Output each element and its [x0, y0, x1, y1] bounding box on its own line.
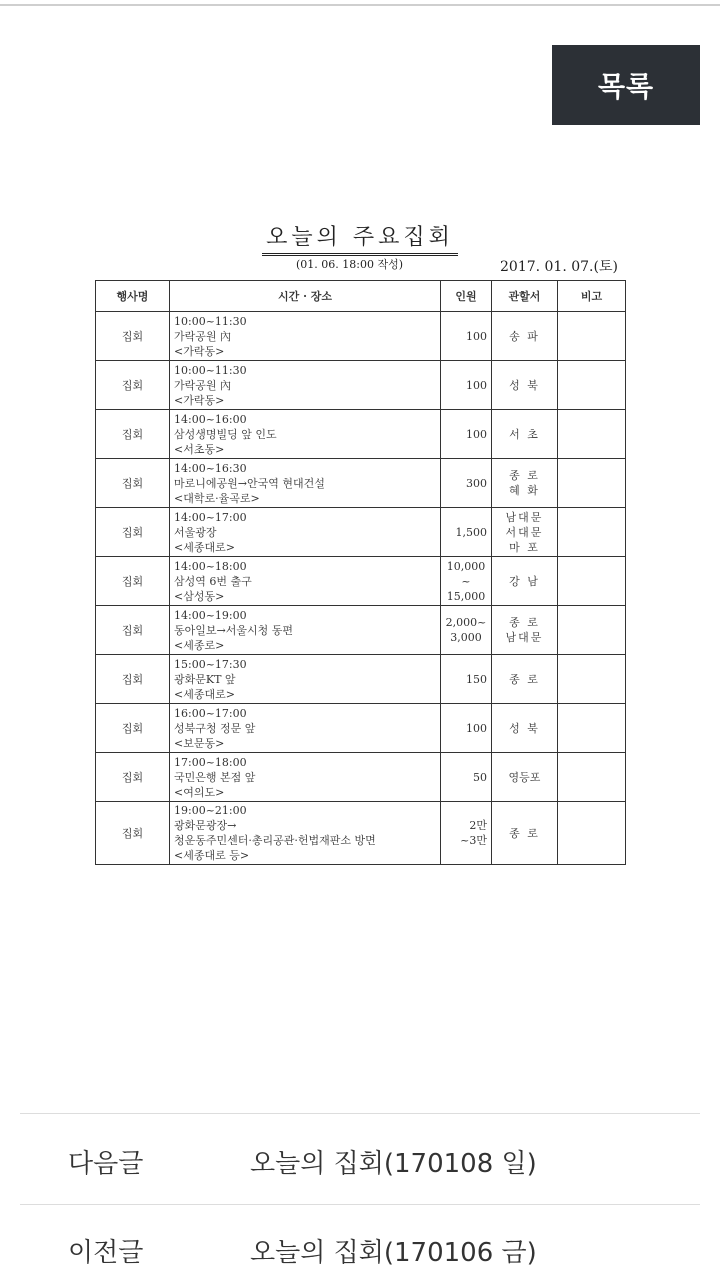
nav-divider	[20, 1113, 700, 1114]
cell-attendance: 100	[441, 361, 492, 410]
cell-event: 집회	[96, 802, 170, 865]
cell-event: 집회	[96, 655, 170, 704]
column-header-attendance: 인원	[441, 281, 492, 312]
cell-attendance: 2만 ~3만	[441, 802, 492, 865]
table-row	[96, 753, 626, 802]
table-row	[96, 655, 626, 704]
cell-station: 종 로 남대문	[492, 606, 558, 655]
cell-station: 종 로 혜 화	[492, 459, 558, 508]
cell-note	[558, 361, 626, 410]
cell-time-place: 14:00~17:00 서울광장 <세종대로>	[170, 508, 441, 557]
cell-time-place: 19:00~21:00 광화문광장→ 청운동주민센터·총리공관·헌법재판소 방면 <세종대로 등>	[170, 802, 441, 865]
cell-note	[558, 557, 626, 606]
table-row	[96, 459, 626, 508]
document-image	[0, 200, 720, 900]
cell-time-place: 10:00~11:30 가락공원 內 <가락동>	[170, 361, 441, 410]
next-post-title[interactable]: 오늘의 집회(170108 일)	[250, 1149, 537, 1179]
list-button[interactable]: 목록	[552, 45, 700, 125]
cell-note	[558, 704, 626, 753]
next-post-link[interactable]	[0, 1115, 720, 1205]
cell-attendance: 100	[441, 410, 492, 459]
cell-station: 종 로	[492, 802, 558, 865]
table-row	[96, 802, 626, 865]
column-header-station: 관할서	[492, 281, 558, 312]
cell-attendance: 300	[441, 459, 492, 508]
cell-note	[558, 655, 626, 704]
top-divider	[0, 4, 720, 6]
cell-attendance: 1,500	[441, 508, 492, 557]
cell-time-place: 14:00~18:00 삼성역 6번 출구 <삼성동>	[170, 557, 441, 606]
cell-time-place: 16:00~17:00 성북구청 정문 앞 <보문동>	[170, 704, 441, 753]
table-row	[96, 508, 626, 557]
cell-event: 집회	[96, 508, 170, 557]
cell-station: 강 남	[492, 557, 558, 606]
cell-event: 집회	[96, 361, 170, 410]
cell-attendance: 50	[441, 753, 492, 802]
cell-event: 집회	[96, 410, 170, 459]
cell-note	[558, 410, 626, 459]
cell-station: 서 초	[492, 410, 558, 459]
document-date: 2017. 01. 07.(토)	[500, 259, 618, 275]
table-row	[96, 361, 626, 410]
table-row	[96, 410, 626, 459]
table-row	[96, 557, 626, 606]
cell-note	[558, 312, 626, 361]
rally-table	[95, 280, 626, 865]
cell-event: 집회	[96, 704, 170, 753]
cell-time-place: 10:00~11:30 가락공원 內 <가락동>	[170, 312, 441, 361]
column-header-event: 행사명	[96, 281, 170, 312]
document-title: 오늘의 주요집회	[262, 220, 458, 256]
cell-station: 종 로	[492, 655, 558, 704]
nav-divider	[20, 1204, 700, 1205]
prev-post-link[interactable]	[0, 1206, 720, 1280]
cell-event: 집회	[96, 557, 170, 606]
cell-event: 집회	[96, 606, 170, 655]
prev-post-title[interactable]: 오늘의 집회(170106 금)	[250, 1238, 537, 1268]
cell-attendance: 150	[441, 655, 492, 704]
cell-event: 집회	[96, 753, 170, 802]
cell-event: 집회	[96, 459, 170, 508]
cell-attendance: 2,000~ 3,000	[441, 606, 492, 655]
cell-attendance: 100	[441, 312, 492, 361]
cell-station: 성 북	[492, 704, 558, 753]
cell-event: 집회	[96, 312, 170, 361]
cell-attendance: 100	[441, 704, 492, 753]
cell-station: 송 파	[492, 312, 558, 361]
cell-time-place: 14:00~16:30 마로니에공원→안국역 현대건설 <대학로·율곡로>	[170, 459, 441, 508]
cell-note	[558, 606, 626, 655]
document-written-time: (01. 06. 18:00 작성)	[296, 258, 404, 271]
table-row	[96, 606, 626, 655]
cell-time-place: 14:00~19:00 동아일보→서울시청 동편 <세종로>	[170, 606, 441, 655]
cell-note	[558, 459, 626, 508]
table-row	[96, 312, 626, 361]
cell-time-place: 14:00~16:00 삼성생명빌딩 앞 인도 <서초동>	[170, 410, 441, 459]
next-post-label: 다음글	[68, 1149, 144, 1179]
cell-time-place: 17:00~18:00 국민은행 본점 앞 <여의도>	[170, 753, 441, 802]
cell-station: 영등포	[492, 753, 558, 802]
column-header-time-place: 시간 · 장소	[170, 281, 441, 312]
cell-time-place: 15:00~17:30 광화문KT 앞 <세종대로>	[170, 655, 441, 704]
cell-station: 남대문 서대문 마 포	[492, 508, 558, 557]
prev-post-label: 이전글	[68, 1238, 144, 1268]
cell-note	[558, 753, 626, 802]
cell-station: 성 북	[492, 361, 558, 410]
cell-note	[558, 508, 626, 557]
table-header-row	[96, 281, 626, 312]
table-row	[96, 704, 626, 753]
cell-note	[558, 802, 626, 865]
column-header-note: 비고	[558, 281, 626, 312]
cell-attendance: 10,000 ~ 15,000	[441, 557, 492, 606]
